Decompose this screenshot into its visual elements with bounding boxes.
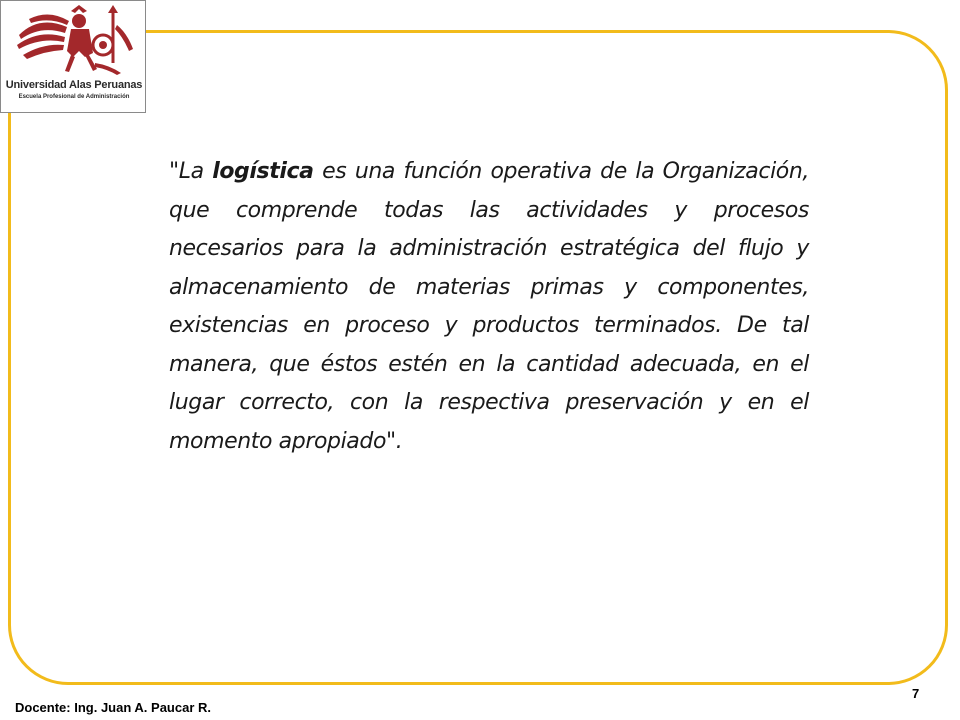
winged-warrior-emblem-icon <box>9 5 139 75</box>
university-logo <box>0 0 146 113</box>
quote-body: es una función operativa de la Organización, que comprende todas las actividades y procesos necesarios para la administración estratégica del flujo y almacenamiento de materias primas y componentes, existencias en proceso y productos terminados. De tal manera, que éstos estén en la cantidad adecuada, en el lugar correcto, con la respectiva preservación y en el momento apropiado". <box>169 159 809 454</box>
page-number: 7 <box>912 686 920 701</box>
quote-open: "La <box>169 159 213 184</box>
quote-emphasis: logística <box>212 159 314 184</box>
logistics-definition-quote <box>169 153 809 461</box>
university-name: Universidad Alas Peruanas <box>5 79 143 91</box>
teacher-credit: Docente: Ing. Juan A. Paucar R. <box>15 700 212 715</box>
school-name: Escuela Profesional de Administración <box>18 94 130 100</box>
